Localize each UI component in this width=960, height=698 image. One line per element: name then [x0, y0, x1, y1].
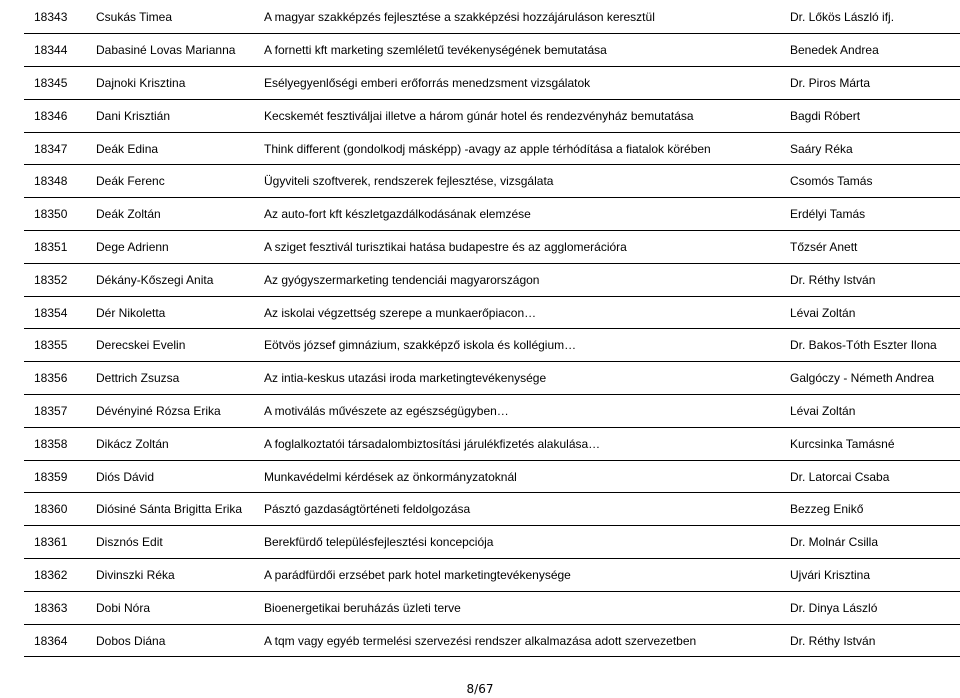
table-row: [24, 198, 960, 231]
thesis-title-cell: Kecskemét fesztiváljai illetve a három gúnár hotel és rendezvényház bemutatása: [264, 99, 768, 132]
supervisor-cell: Bagdi Róbert: [768, 99, 960, 132]
thesis-title-cell: A foglalkoztatói társadalombiztosítási járulékfizetés alakulása…: [264, 427, 768, 460]
supervisor-cell: Dr. Bakos-Tóth Eszter Ilona: [768, 329, 960, 362]
student-name-cell: Diósiné Sánta Brigitta Erika: [96, 493, 264, 526]
table-row: [24, 624, 960, 657]
student-id-cell: 18354: [24, 296, 96, 329]
table-row: [24, 165, 960, 198]
student-name-cell: Dani Krisztián: [96, 99, 264, 132]
supervisor-cell: Lévai Zoltán: [768, 296, 960, 329]
thesis-title-cell: Az intia-keskus utazási iroda marketingtevékenysége: [264, 362, 768, 395]
student-name-cell: Dajnoki Krisztina: [96, 67, 264, 100]
thesis-title-cell: Az gyógyszermarketing tendenciái magyarországon: [264, 263, 768, 296]
table-row: [24, 526, 960, 559]
table-row: [24, 362, 960, 395]
thesis-title-cell: Munkavédelmi kérdések az önkormányzatoknál: [264, 460, 768, 493]
student-name-cell: Dabasiné Lovas Marianna: [96, 34, 264, 67]
student-id-cell: 18344: [24, 34, 96, 67]
thesis-title-cell: Eötvös józsef gimnázium, szakképző iskola és kollégium…: [264, 329, 768, 362]
student-name-cell: Dobos Diána: [96, 624, 264, 657]
thesis-title-cell: A tqm vagy egyéb termelési szervezési rendszer alkalmazása adott szervezetben: [264, 624, 768, 657]
student-id-cell: 18361: [24, 526, 96, 559]
student-id-cell: 18347: [24, 132, 96, 165]
student-name-cell: Divinszki Réka: [96, 559, 264, 592]
supervisor-cell: Lévai Zoltán: [768, 395, 960, 428]
student-id-cell: 18359: [24, 460, 96, 493]
table-row: [24, 559, 960, 592]
student-id-cell: 18343: [24, 1, 96, 34]
student-name-cell: Dege Adrienn: [96, 231, 264, 264]
table-row: [24, 296, 960, 329]
supervisor-cell: Bezzeg Enikő: [768, 493, 960, 526]
supervisor-cell: Dr. Lőkös László ifj.: [768, 1, 960, 34]
student-name-cell: Deák Edina: [96, 132, 264, 165]
student-name-cell: Derecskei Evelin: [96, 329, 264, 362]
student-id-cell: 18360: [24, 493, 96, 526]
thesis-title-cell: Think different (gondolkodj másképp) -avagy az apple térhódítása a fiatalok körében: [264, 132, 768, 165]
table-row: [24, 395, 960, 428]
supervisor-cell: Benedek Andrea: [768, 34, 960, 67]
supervisor-cell: Dr. Latorcai Csaba: [768, 460, 960, 493]
student-name-cell: Deák Ferenc: [96, 165, 264, 198]
student-name-cell: Disznós Edit: [96, 526, 264, 559]
table-row: [24, 1, 960, 34]
table-row: [24, 329, 960, 362]
thesis-title-cell: Bioenergetikai beruházás üzleti terve: [264, 591, 768, 624]
thesis-title-cell: A sziget fesztivál turisztikai hatása budapestre és az agglomerációra: [264, 231, 768, 264]
supervisor-cell: Ujvári Krisztina: [768, 559, 960, 592]
table-row: [24, 427, 960, 460]
table-row: [24, 34, 960, 67]
table-row: [24, 460, 960, 493]
page-number: 8/67: [466, 682, 494, 696]
thesis-title-cell: Berekfürdő településfejlesztési koncepciója: [264, 526, 768, 559]
thesis-title-cell: A motiválás művészete az egészségügyben…: [264, 395, 768, 428]
thesis-title-cell: A fornetti kft marketing szemléletű tevékenységének bemutatása: [264, 34, 768, 67]
student-id-cell: 18356: [24, 362, 96, 395]
student-id-cell: 18351: [24, 231, 96, 264]
student-id-cell: 18346: [24, 99, 96, 132]
student-name-cell: Dékány-Kőszegi Anita: [96, 263, 264, 296]
student-id-cell: 18352: [24, 263, 96, 296]
supervisor-cell: Dr. Molnár Csilla: [768, 526, 960, 559]
supervisor-cell: Dr. Dinya László: [768, 591, 960, 624]
table-row: [24, 591, 960, 624]
supervisor-cell: Saáry Réka: [768, 132, 960, 165]
student-name-cell: Diós Dávid: [96, 460, 264, 493]
supervisor-cell: Csomós Tamás: [768, 165, 960, 198]
supervisor-cell: Dr. Réthy István: [768, 263, 960, 296]
student-id-cell: 18355: [24, 329, 96, 362]
student-id-cell: 18357: [24, 395, 96, 428]
thesis-title-cell: Ügyviteli szoftverek, rendszerek fejlesztése, vizsgálata: [264, 165, 768, 198]
student-id-cell: 18363: [24, 591, 96, 624]
thesis-title-cell: A magyar szakképzés fejlesztése a szakképzési hozzájáruláson keresztül: [264, 1, 768, 34]
student-name-cell: Deák Zoltán: [96, 198, 264, 231]
student-name-cell: Dér Nikoletta: [96, 296, 264, 329]
thesis-title-cell: Pásztó gazdaságtörténeti feldolgozása: [264, 493, 768, 526]
supervisor-cell: Kurcsinka Tamásné: [768, 427, 960, 460]
student-id-cell: 18358: [24, 427, 96, 460]
thesis-table-body: [24, 1, 960, 657]
thesis-title-cell: Az auto-fort kft készletgazdálkodásának elemzése: [264, 198, 768, 231]
student-id-cell: 18362: [24, 559, 96, 592]
thesis-title-cell: Az iskolai végzettség szerepe a munkaerőpiacon…: [264, 296, 768, 329]
supervisor-cell: Erdélyi Tamás: [768, 198, 960, 231]
thesis-table: [24, 1, 960, 657]
table-row: [24, 99, 960, 132]
student-id-cell: 18348: [24, 165, 96, 198]
student-id-cell: 18345: [24, 67, 96, 100]
student-name-cell: Dévényiné Rózsa Erika: [96, 395, 264, 428]
supervisor-cell: Dr. Piros Márta: [768, 67, 960, 100]
student-id-cell: 18364: [24, 624, 96, 657]
table-row: [24, 263, 960, 296]
student-name-cell: Dettrich Zsuzsa: [96, 362, 264, 395]
student-name-cell: Dobi Nóra: [96, 591, 264, 624]
thesis-title-cell: Esélyegyenlőségi emberi erőforrás menedzsment vizsgálatok: [264, 67, 768, 100]
student-name-cell: Csukás Timea: [96, 1, 264, 34]
supervisor-cell: Tőzsér Anett: [768, 231, 960, 264]
table-row: [24, 493, 960, 526]
table-row: [24, 231, 960, 264]
thesis-title-cell: A parádfürdői erzsébet park hotel marketingtevékenysége: [264, 559, 768, 592]
supervisor-cell: Galgóczy - Németh Andrea: [768, 362, 960, 395]
student-id-cell: 18350: [24, 198, 96, 231]
table-row: [24, 132, 960, 165]
student-name-cell: Dikácz Zoltán: [96, 427, 264, 460]
supervisor-cell: Dr. Réthy István: [768, 624, 960, 657]
table-row: [24, 67, 960, 100]
